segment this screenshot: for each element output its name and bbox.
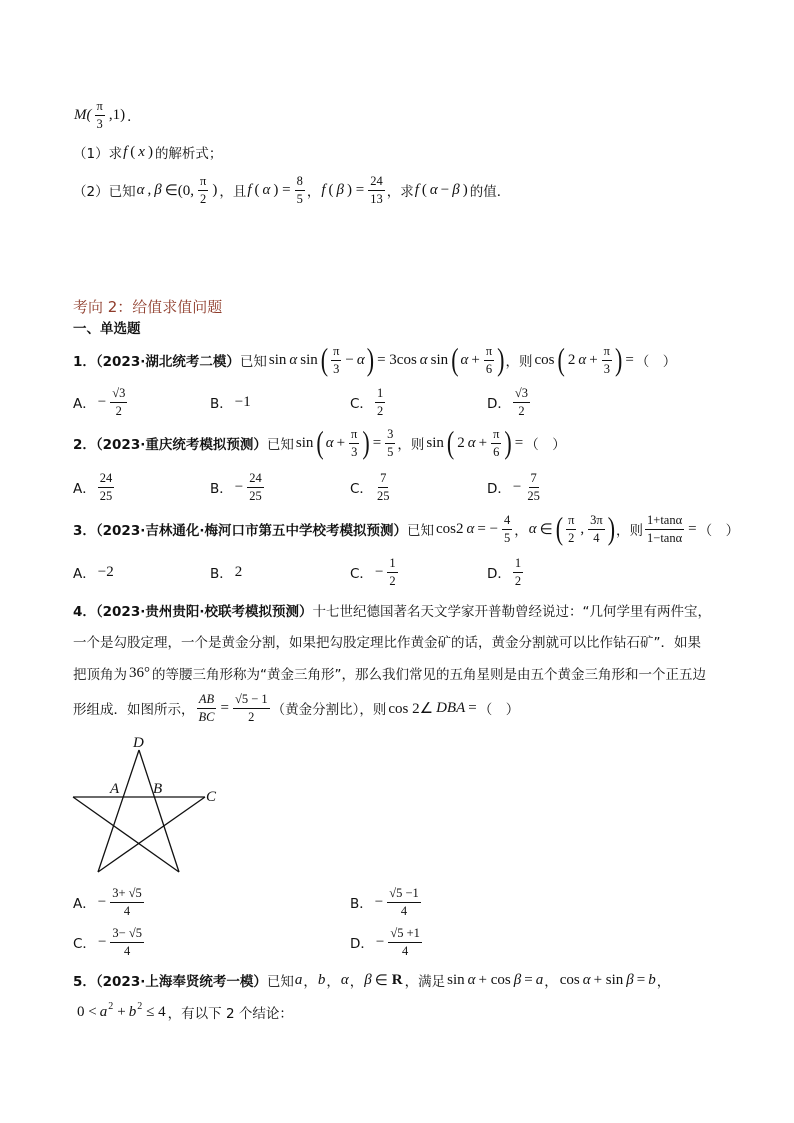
math-roman: = 3cos	[377, 351, 417, 368]
fraction	[247, 471, 264, 503]
superscript: 2	[137, 1000, 143, 1012]
math-roman: ≤ 4	[146, 1003, 166, 1020]
fraction-numerator: AB	[197, 692, 216, 708]
math-italic: x	[138, 143, 145, 160]
math-roman: sin	[430, 351, 449, 368]
fraction	[197, 692, 217, 724]
math-roman: ,	[580, 520, 585, 537]
math-roman: ∈	[539, 521, 553, 538]
fraction	[331, 344, 341, 376]
intro-point-line	[73, 95, 141, 135]
fraction-numerator: 1	[375, 386, 385, 402]
big-delimiter: )	[607, 510, 616, 547]
math-roman: +	[589, 351, 598, 368]
math-italic: α	[429, 181, 438, 198]
question-3-option-d	[487, 552, 525, 592]
question-3-option-c	[350, 552, 400, 592]
fraction-denominator: 25	[527, 488, 540, 503]
math-italic: α	[466, 520, 475, 537]
math-italic: a	[535, 971, 544, 988]
math-roman: +	[478, 434, 488, 451]
big-delimiter: )	[366, 341, 375, 378]
math-roman: ∈	[374, 972, 388, 989]
math-roman: −1	[234, 393, 251, 410]
fraction	[368, 174, 385, 206]
text-run: A．	[73, 566, 96, 582]
math-italic: α	[528, 520, 537, 537]
fraction	[198, 174, 208, 206]
math-italic: b	[128, 1003, 137, 1020]
fraction-numerator: 1	[513, 556, 523, 572]
math-italic: b	[317, 971, 326, 988]
text-run: 的等腰三角形称为“黄金三角形”，那么我们常见的五角星则是由五个黄金三角形和一个正五边	[152, 667, 706, 683]
question-3-option-a	[73, 552, 116, 592]
text-run: 的解析式；	[154, 146, 223, 162]
math-roman: ,1)	[108, 106, 126, 123]
fraction-denominator: 5	[387, 444, 394, 459]
fraction-denominator: 4	[124, 943, 131, 958]
math-italic: f	[123, 143, 128, 160]
text-run: ，	[544, 974, 558, 990]
fraction-numerator: 24	[98, 471, 115, 487]
point-label-a: A	[110, 781, 120, 797]
question-4-stem-line-3	[73, 653, 706, 693]
text-run: C．	[350, 566, 373, 582]
math-roman: =	[625, 351, 634, 368]
question-5-stem-line-2	[75, 992, 293, 1032]
math-roman: +	[336, 434, 346, 451]
math-roman: 36°	[129, 664, 150, 681]
bold-text-run: 5．（2023·上海奉贤统考一模）	[73, 974, 267, 990]
big-delimiter: (	[316, 424, 324, 461]
math-italic: α	[578, 351, 587, 368]
text-run: （ ）	[698, 523, 740, 539]
math-roman: cos 2∠	[388, 700, 434, 717]
text-run: 把顶角为	[73, 667, 127, 683]
text-run: （ ）	[635, 354, 677, 370]
fraction	[375, 471, 392, 503]
text-run: ，	[656, 974, 671, 990]
text-run: C．	[350, 396, 373, 412]
fraction	[588, 513, 605, 545]
question-4-option-c	[73, 922, 146, 962]
subquestion-1-line	[73, 132, 222, 172]
math-italic: α	[467, 971, 476, 988]
fraction-numerator: √3	[513, 386, 530, 402]
text-run: ，则	[505, 354, 533, 370]
fraction-denominator: 6	[485, 361, 493, 376]
big-delimiter: )	[614, 341, 623, 378]
question-2-option-d	[487, 467, 544, 507]
math-roman: (	[328, 181, 334, 198]
math-italic: b	[648, 971, 656, 988]
math-roman: cos	[559, 971, 580, 988]
math-roman: =	[220, 699, 229, 716]
big-delimiter: )	[362, 424, 370, 461]
math-italic: β	[626, 971, 634, 988]
fraction-numerator: √5 +1	[388, 926, 422, 942]
fraction	[502, 513, 512, 545]
section-heading: 考向 2：给值求值问题	[73, 297, 223, 316]
fraction-denominator: BC	[198, 709, 215, 724]
math-roman: sin	[295, 434, 314, 451]
big-delimiter: (	[451, 341, 459, 378]
text-run: B．	[210, 481, 233, 497]
fraction	[110, 926, 144, 958]
fraction	[387, 886, 421, 918]
math-roman: sin	[268, 351, 287, 368]
question-3-stem	[73, 509, 739, 549]
text-run: （1）求	[73, 146, 123, 162]
math-roman: + sin	[593, 971, 624, 988]
fraction-numerator: 7	[378, 471, 388, 487]
fraction-numerator: 24	[368, 174, 385, 190]
fraction	[566, 513, 576, 545]
math-roman: sin	[426, 434, 444, 451]
question-4-option-b	[350, 882, 423, 922]
fraction-denominator: 2	[115, 403, 122, 418]
fraction-denominator: 2	[389, 573, 396, 588]
text-run: B．	[350, 896, 373, 912]
math-roman: cos2	[435, 520, 464, 537]
fraction-denominator: 2	[248, 709, 255, 724]
math-roman: −	[374, 893, 384, 910]
math-roman: (	[254, 181, 260, 198]
point-label-b: B	[153, 781, 163, 797]
math-italic: α	[419, 351, 428, 368]
math-italic: β	[452, 181, 460, 198]
math-italic: α	[289, 351, 298, 368]
text-run: C．	[350, 481, 373, 497]
text-run: A．	[73, 396, 96, 412]
math-italic: DBA	[436, 699, 466, 716]
text-run: ，求	[386, 184, 414, 200]
text-run: 已知	[406, 523, 434, 539]
fraction-denominator: 2	[376, 403, 384, 418]
fraction-denominator: 4	[400, 903, 408, 918]
fraction-denominator: 2	[514, 573, 522, 588]
math-roman: )	[212, 181, 218, 198]
math-italic: β	[336, 181, 344, 198]
text-run: ，且	[219, 184, 247, 200]
fraction-denominator: 25	[376, 488, 390, 503]
fraction-numerator: 3	[385, 427, 395, 443]
text-run: 已知	[266, 974, 294, 990]
fraction-numerator: 4	[502, 513, 512, 529]
math-italic: α	[356, 351, 365, 368]
superscript: 2	[108, 1000, 114, 1012]
math-italic: α	[582, 971, 591, 988]
fraction-numerator: √5 − 1	[233, 692, 270, 708]
text-run: 形组成．如图所示，	[73, 702, 195, 718]
question-4-option-a	[73, 882, 146, 922]
text-run: B．	[210, 396, 233, 412]
fraction-numerator: 3π	[588, 513, 605, 529]
text-run: ，满足	[404, 974, 446, 990]
math-italic: α	[467, 434, 476, 451]
text-run: （2）已知	[73, 184, 136, 200]
fraction-denominator: 3	[96, 116, 103, 131]
math-italic: α	[340, 971, 349, 988]
point-label-c: C	[206, 789, 217, 805]
fraction	[513, 556, 523, 588]
fraction	[387, 556, 397, 588]
question-1-stem	[73, 340, 676, 380]
fraction	[110, 886, 144, 918]
fraction	[525, 471, 542, 503]
math-roman: −	[97, 393, 107, 410]
text-run: ，	[306, 184, 321, 200]
text-run: B．	[210, 566, 233, 582]
math-roman: −	[375, 933, 385, 950]
fraction	[110, 386, 127, 418]
text-run: ，	[326, 974, 340, 990]
fraction-numerator: √3	[110, 386, 127, 402]
fraction-numerator: √5 −1	[387, 886, 421, 902]
math-roman: =	[514, 434, 524, 451]
fraction	[95, 99, 105, 131]
fraction-numerator: 1+tanα	[645, 513, 684, 529]
math-italic: α	[325, 434, 334, 451]
big-delimiter: (	[320, 341, 329, 378]
fraction-denominator: 5	[296, 191, 303, 206]
star-edge-top-to-bottom-right	[139, 750, 179, 872]
math-roman: ) =	[347, 181, 365, 198]
text-run: （ ）	[525, 437, 566, 453]
fraction-denominator: 3	[603, 361, 610, 376]
text-run: 一个是勾股定理，一个是黄金分割，如果把勾股定理比作黄金矿的话，黄金分割就可以比作钻石矿”．如果	[73, 635, 701, 651]
fraction-numerator: 1	[387, 556, 397, 572]
question-3-option-b	[210, 552, 244, 592]
math-roman: ∈(0,	[164, 182, 195, 199]
bold-text-run: 3．（2023·吉林通化·梅河口市第五中学校考模拟预测）	[73, 523, 407, 539]
text-run: ，有以下 2 个结论：	[167, 1006, 293, 1022]
fraction-denominator: 5	[504, 530, 511, 545]
text-run: A．	[73, 481, 96, 497]
question-1-option-d	[487, 382, 532, 422]
fraction	[388, 926, 422, 958]
math-italic: α	[136, 181, 145, 198]
big-delimiter: (	[555, 510, 564, 547]
fraction	[513, 386, 530, 418]
math-roman: −	[374, 563, 384, 580]
math-roman: (	[130, 143, 136, 160]
fraction-numerator: π	[566, 513, 576, 529]
math-roman: =	[688, 520, 697, 537]
text-run: 已知	[266, 437, 294, 453]
math-roman: −	[345, 351, 354, 368]
star-edge-right-to-bottom-left	[98, 797, 205, 872]
question-2-option-b	[210, 467, 266, 507]
fraction-denominator: 2	[518, 403, 525, 418]
math-roman: +	[117, 1003, 126, 1020]
fraction	[349, 427, 359, 459]
math-roman: −	[440, 181, 450, 198]
math-roman: −2	[97, 563, 114, 580]
text-run: ，则	[616, 523, 644, 539]
text-run: ，	[514, 523, 528, 539]
math-roman: −	[97, 933, 107, 950]
math-roman: ) =	[273, 181, 291, 198]
math-italic: f	[414, 181, 419, 198]
fraction-numerator: 3− √5	[110, 926, 144, 942]
math-roman: −	[234, 478, 244, 495]
math-roman: −	[97, 893, 107, 910]
math-roman: = −	[477, 520, 499, 537]
text-run: D．	[487, 566, 511, 582]
text-run: （ ）	[478, 702, 520, 718]
big-delimiter: (	[557, 341, 565, 378]
fraction-denominator: 13	[370, 191, 383, 206]
fraction	[385, 427, 395, 459]
math-roman: =	[372, 434, 382, 451]
math-roman: 2	[234, 563, 243, 580]
text-run: ．	[127, 109, 141, 125]
text-run: 的值．	[469, 184, 511, 200]
fraction-denominator: 2	[568, 530, 575, 545]
text-run: D．	[350, 936, 374, 952]
math-italic: a	[99, 1003, 108, 1020]
fraction-numerator: π	[484, 344, 494, 360]
math-italic: a	[294, 971, 303, 988]
math-italic: β	[364, 971, 372, 988]
fraction-denominator: 2	[200, 191, 207, 206]
fraction-numerator: 3+ √5	[110, 886, 144, 902]
text-run: 十七世纪德国著名天文学家开普勒曾经说过：“几何学里有两件宝，	[312, 604, 711, 620]
fraction	[295, 174, 305, 206]
text-run: D．	[487, 396, 511, 412]
pentagram-figure	[60, 728, 225, 880]
fraction-denominator: 1−tanα	[647, 530, 683, 545]
star-edge-top-to-bottom-left	[98, 750, 139, 872]
fraction-numerator: 8	[295, 174, 305, 190]
text-run: 已知	[239, 354, 267, 370]
fraction-numerator: π	[602, 344, 612, 360]
fraction-numerator: π	[491, 427, 501, 443]
fraction-denominator: 4	[402, 943, 409, 958]
fraction-numerator: 7	[529, 471, 539, 487]
subquestion-2-line	[73, 170, 510, 210]
fraction	[602, 344, 612, 376]
question-2-option-a	[73, 467, 116, 507]
text-run: ，	[303, 974, 317, 990]
big-delimiter: )	[497, 341, 505, 378]
fraction-denominator: 4	[593, 530, 600, 545]
math-roman: ,	[147, 181, 152, 198]
math-italic: α	[262, 181, 271, 198]
math-roman: =	[636, 971, 646, 988]
bold-text-run: 2．（2023·重庆统考模拟预测）	[73, 437, 267, 453]
fraction-denominator: 25	[99, 488, 113, 503]
fraction-denominator: 3	[351, 444, 358, 459]
question-2-option-c	[350, 467, 393, 507]
math-italic: f	[247, 181, 252, 198]
math-roman: )	[462, 181, 468, 198]
math-roman: sin	[447, 971, 465, 988]
math-roman: sin	[300, 351, 318, 368]
fraction-numerator: π	[349, 427, 359, 443]
fraction-numerator: π	[331, 344, 341, 360]
question-1-option-b	[210, 382, 253, 422]
question-4-stem-line-4	[73, 688, 519, 728]
text-run: （黄金分割比），则	[271, 702, 387, 718]
fraction-numerator: 24	[247, 471, 264, 487]
math-roman: )	[147, 143, 153, 160]
question-1-option-c	[350, 382, 387, 422]
fraction	[375, 386, 385, 418]
fraction-numerator: π	[95, 99, 105, 115]
text-run: ，	[349, 974, 364, 990]
math-bold: R	[391, 971, 403, 988]
math-roman: cos	[534, 351, 555, 368]
text-run: C．	[73, 936, 96, 952]
fraction	[491, 427, 501, 459]
big-delimiter: (	[446, 424, 455, 461]
math-roman: =	[524, 971, 533, 988]
section-subheading: 一、单选题	[73, 321, 141, 337]
fraction	[484, 344, 494, 376]
math-roman: 2	[567, 351, 576, 368]
text-run: D．	[487, 481, 511, 497]
math-roman: +	[471, 351, 480, 368]
math-italic: β	[154, 181, 162, 198]
fraction	[98, 471, 115, 503]
fraction-denominator: 4	[123, 903, 131, 918]
fraction	[645, 513, 684, 545]
bold-text-run: 4．（2023·贵州贵阳·校联考模拟预测）	[73, 604, 313, 620]
math-roman: 2	[457, 434, 465, 451]
math-italic: f	[321, 181, 326, 198]
math-roman: (	[421, 181, 427, 198]
big-delimiter: )	[504, 424, 512, 461]
question-2-stem	[73, 423, 566, 463]
math-roman: + cos	[478, 971, 511, 988]
fraction-denominator: 25	[249, 488, 262, 503]
text-run: A．	[73, 896, 96, 912]
question-1-option-a	[73, 382, 129, 422]
fraction	[233, 692, 270, 724]
bold-text-run: 1．（2023·湖北统考二模）	[73, 354, 240, 370]
math-italic: M(	[74, 106, 92, 123]
text-run: ，则	[397, 437, 425, 453]
math-roman: 0 <	[77, 1003, 97, 1020]
math-roman: −	[512, 478, 522, 495]
math-italic: α	[460, 351, 469, 368]
fraction-numerator: π	[198, 174, 208, 190]
star-edge-left-to-bottom-right	[73, 797, 179, 872]
point-label-d: D	[133, 735, 144, 751]
fraction-denominator: 6	[493, 444, 500, 459]
math-italic: β	[513, 971, 522, 988]
math-roman: =	[468, 699, 477, 716]
fraction-denominator: 3	[333, 361, 340, 376]
question-4-option-d	[350, 922, 424, 962]
